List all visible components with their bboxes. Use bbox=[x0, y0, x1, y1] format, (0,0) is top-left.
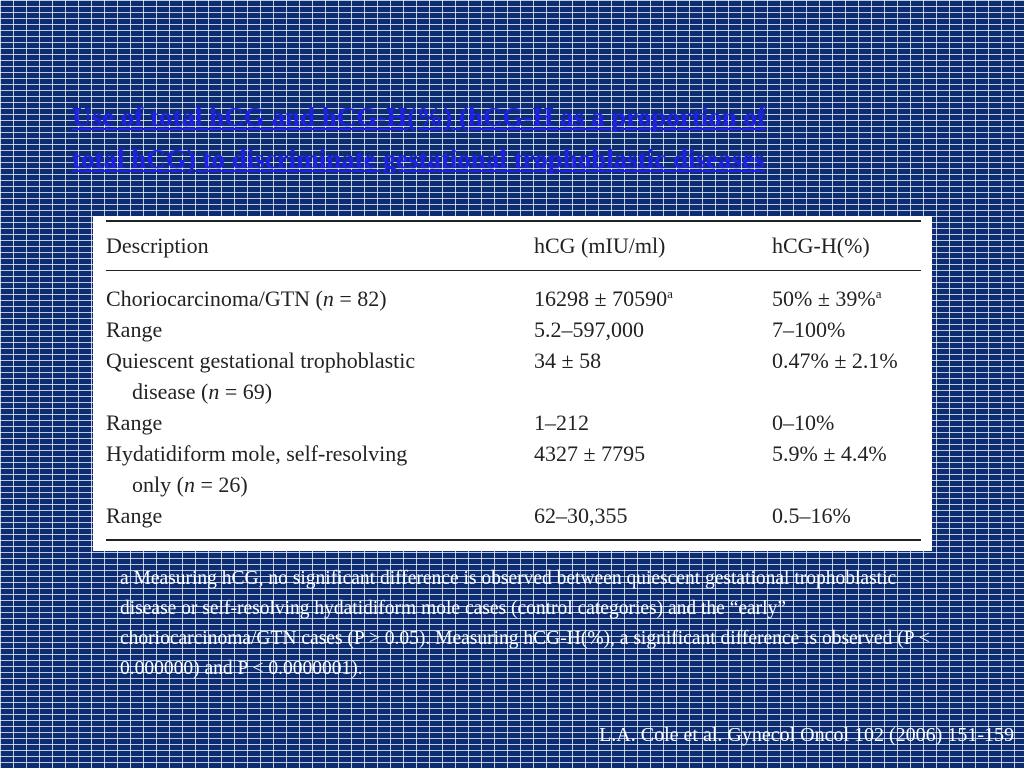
header-description: Description bbox=[106, 221, 534, 271]
row-hcg-h bbox=[772, 271, 921, 315]
row-hcg: 62–30,355 bbox=[534, 500, 772, 540]
description-text: = 69) bbox=[219, 379, 273, 404]
row-description: Range bbox=[106, 500, 534, 540]
row-hcg: 1–212 bbox=[534, 410, 589, 435]
row-hcg: 5.2–597,000 bbox=[534, 317, 644, 342]
n-label: n bbox=[183, 472, 195, 497]
table-header-row bbox=[106, 221, 921, 271]
table-row bbox=[106, 271, 921, 315]
row-description bbox=[106, 438, 534, 500]
hcg-h-value: 50% ± 39% bbox=[772, 286, 876, 311]
description-text: Quiescent gestational trophoblastic bbox=[106, 348, 416, 373]
table-row bbox=[106, 438, 921, 500]
header-hcg: hCG (mIU/ml) bbox=[534, 221, 772, 271]
table-row bbox=[106, 407, 921, 438]
footnote-marker: a bbox=[667, 286, 673, 301]
row-hcg: 4327 ± 7795 bbox=[534, 441, 646, 466]
row-hcg: 34 ± 58 bbox=[534, 348, 602, 373]
table-row bbox=[106, 500, 921, 540]
data-table bbox=[106, 220, 921, 541]
n-label: n bbox=[322, 286, 334, 311]
table-row bbox=[106, 345, 921, 407]
footnote: a Measuring hCG, no significant difference is observed between quiescent gestational trophoblastic disease or self-resolving hydatidiform mole cases (control categories) and the “early” choriocarcinoma/GTN cases (P > 0.05). Measuring hCG-H(%), a significant difference is observed (P < 0.000000) and P < 0.0000001). bbox=[120, 568, 930, 679]
citation: L.A. Cole et al. Gynecol Oncol 102 (2006) 151-159 bbox=[599, 724, 1014, 746]
description-text: only ( bbox=[132, 472, 184, 497]
description-text: Choriocarcinoma/GTN ( bbox=[106, 286, 323, 311]
row-hcg-h: 0–10% bbox=[772, 410, 835, 435]
row-hcg-h: 0.5–16% bbox=[772, 500, 921, 540]
header-hcg-h: hCG-H(%) bbox=[772, 221, 921, 271]
row-description bbox=[106, 271, 534, 315]
description-text: disease ( bbox=[132, 379, 209, 404]
table-panel bbox=[93, 216, 932, 551]
row-description: Range bbox=[106, 410, 163, 435]
slide-title-line-1: Use of total hCG and hCG-H(%) (hCG-H as a proportion of bbox=[72, 102, 767, 132]
description-text: = 82) bbox=[333, 286, 387, 311]
hcg-value: 16298 ± 70590 bbox=[534, 286, 668, 311]
slide-title-line-2: total hCG) to discriminate gestational trophoblastic diseases bbox=[72, 144, 765, 174]
slide-title bbox=[72, 96, 972, 180]
row-description bbox=[106, 345, 534, 407]
description-text: Hydatidiform mole, self-resolving bbox=[106, 441, 408, 466]
footnote-marker: a bbox=[875, 286, 882, 301]
row-hcg-h: 5.9% ± 4.4% bbox=[772, 441, 887, 466]
n-label: n bbox=[208, 379, 220, 404]
row-hcg bbox=[534, 271, 772, 315]
table-row bbox=[106, 314, 921, 345]
row-description: Range bbox=[106, 317, 163, 342]
row-hcg-h: 7–100% bbox=[772, 317, 846, 342]
row-hcg-h: 0.47% ± 2.1% bbox=[772, 348, 898, 373]
description-text: = 26) bbox=[194, 472, 248, 497]
